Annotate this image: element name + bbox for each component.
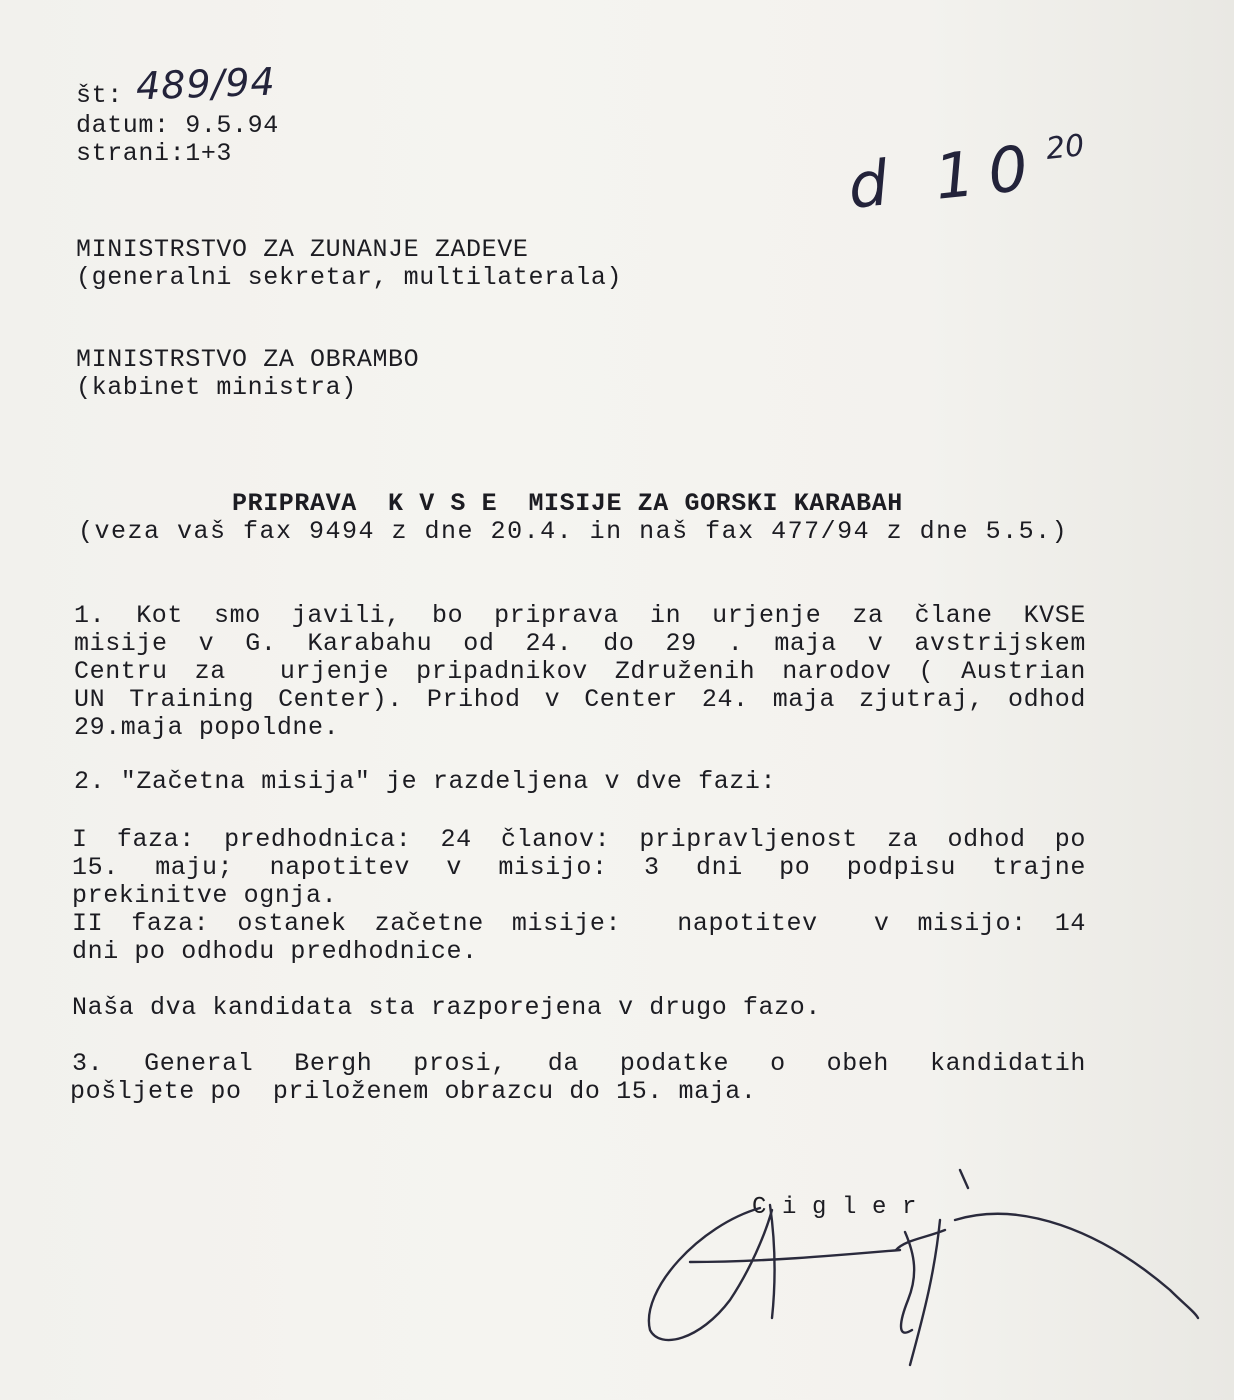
recipient-1-detail: (generalni sekretar, multilaterala) [76,263,623,292]
paragraph-candidates: Naša dva kandidata sta razporejena v drugo fazo. [72,993,821,1022]
paragraph-1-line: 29.maja popoldne. [74,713,340,742]
handwritten-reference-number: 489/94 [135,59,277,109]
phase-line: I faza: predhodnica: 24 članov: pripravljenost za odhod po [72,825,1086,854]
phase-line: prekinitve ognja. [72,881,338,910]
paragraph-1-line: 1. Kot smo javili, bo priprava in urjenje za člane KVSE [74,601,1086,630]
recipient-1-name: MINISTRSTVO ZA ZUNANJE ZADEVE [76,235,529,264]
paragraph-1-line: Centru za urjenje pripadnikov Združenih narodov ( Austrian [74,657,1086,686]
pages-line: strani:1+3 [76,139,233,168]
reference-number-label: št: [76,81,123,110]
phase-line: II faza: ostanek začetne misije: napotitev v misijo: 14 [72,909,1086,938]
paragraph-3-line: 3. General Bergh prosi, da podatke o obeh kandidatih [72,1049,1086,1078]
phase-line: dni po odhodu predhodnice. [72,937,478,966]
paragraph-1-line: misije v G. Karabahu od 24. do 29 . maja v avstrijskem [74,629,1086,658]
date-line: datum: 9.5.94 [76,111,279,140]
subject-reference: (veza vaš fax 9494 z dne 20.4. in naš fax 477/94 z dne 5.5.) [78,517,1069,546]
recipient-2-name: MINISTRSTVO ZA OBRAMBO [76,345,420,374]
paragraph-1-line: UN Training Center). Prihod v Center 24. maja zjutraj, odhod [74,685,1086,714]
paragraph-2: 2. "Začetna misija" je razdeljena v dve fazi: [74,767,777,796]
handwritten-margin-note: d 10 [844,130,1046,223]
subject-title: PRIPRAVA K V S E MISIJE ZA GORSKI KARABAH [232,489,903,518]
phase-line: 15. maju; napotitev v misijo: 3 dni po podpisu trajne [72,853,1086,882]
paragraph-3-line: pošljete po priloženem obrazcu do 15. maja. [70,1077,757,1106]
recipient-2-detail: (kabinet ministra) [76,373,357,402]
handwritten-margin-note-superscript: 20 [1044,128,1086,167]
signatory-name: C i g l e r [752,1194,918,1221]
